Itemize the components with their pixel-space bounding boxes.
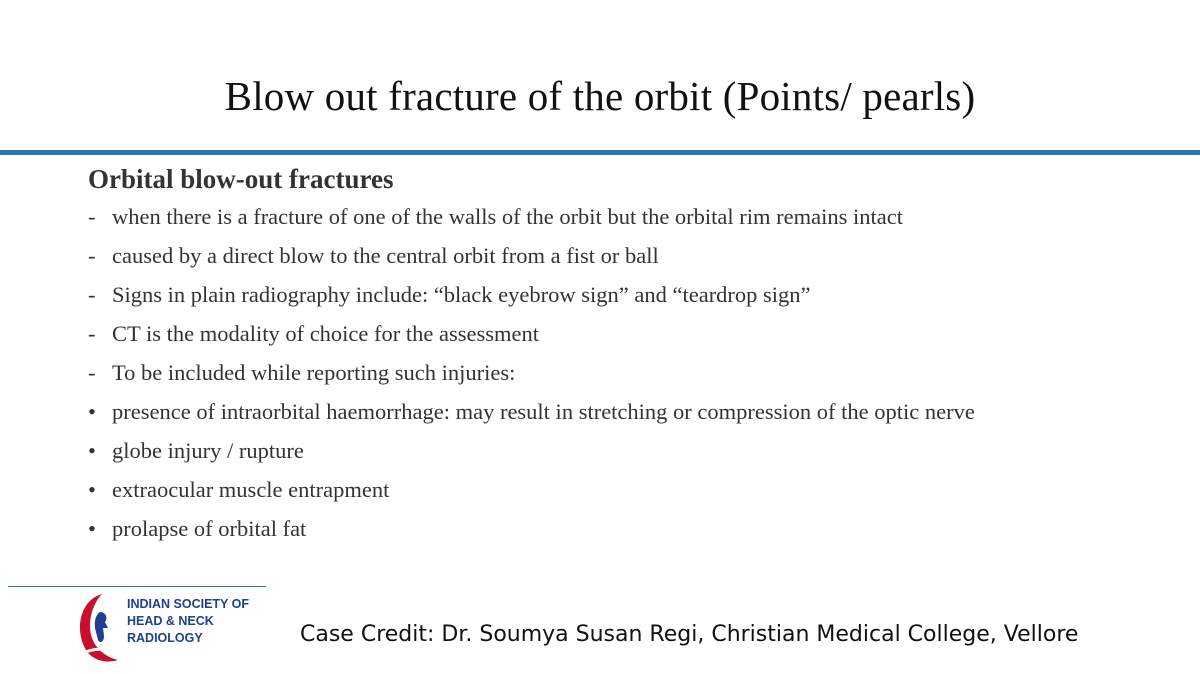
section-heading: Orbital blow-out fractures — [88, 164, 394, 194]
case-credit: Case Credit: Dr. Soumya Susan Regi, Christian Medical College, Vellore — [300, 622, 1079, 647]
list-item — [86, 320, 1146, 347]
bullet-list — [86, 203, 1146, 554]
bullet-marker: • — [88, 477, 96, 502]
logo-wordmark — [127, 596, 249, 647]
list-item-text: Signs in plain radiography include: “black eyebrow sign” and “teardrop sign” — [112, 282, 811, 307]
list-item-text: To be included while reporting such injuries: — [112, 360, 516, 385]
dash-marker: - — [88, 360, 96, 385]
dash-marker: - — [88, 282, 96, 307]
list-item — [86, 203, 1146, 230]
list-item — [86, 398, 1146, 425]
list-item-text: CT is the modality of choice for the assessment — [112, 321, 539, 346]
society-logo — [72, 590, 268, 668]
logo-line: HEAD & NECK — [127, 614, 214, 628]
list-item-text: when there is a fracture of one of the walls of the orbit but the orbital rim remains intact — [112, 204, 903, 229]
head-neck-logo-icon — [72, 590, 124, 668]
logo-line: RADIOLOGY — [127, 631, 203, 645]
list-item-text: prolapse of orbital fat — [112, 516, 307, 541]
list-item — [86, 437, 1146, 464]
list-item-text: caused by a direct blow to the central orbit from a fist or ball — [112, 243, 659, 268]
slide-title: Blow out fracture of the orbit (Points/ pearls) — [224, 73, 976, 119]
list-item — [86, 242, 1146, 269]
title-divider — [0, 150, 1200, 155]
footer-divider — [8, 586, 266, 587]
bullet-marker: • — [88, 399, 96, 424]
bullet-marker: • — [88, 438, 96, 463]
list-item — [86, 515, 1146, 542]
dash-marker: - — [88, 321, 96, 346]
list-item — [86, 281, 1146, 308]
list-item-text: presence of intraorbital haemorrhage: may result in stretching or compression of the optic nerve — [112, 399, 975, 424]
list-item-text: extraocular muscle entrapment — [112, 477, 390, 502]
logo-line: INDIAN SOCIETY OF — [127, 597, 250, 611]
list-item-text: globe injury / rupture — [112, 438, 304, 463]
bullet-marker: • — [88, 516, 96, 541]
dash-marker: - — [88, 204, 96, 229]
list-item — [86, 359, 1146, 386]
list-item — [86, 476, 1146, 503]
dash-marker: - — [88, 243, 96, 268]
